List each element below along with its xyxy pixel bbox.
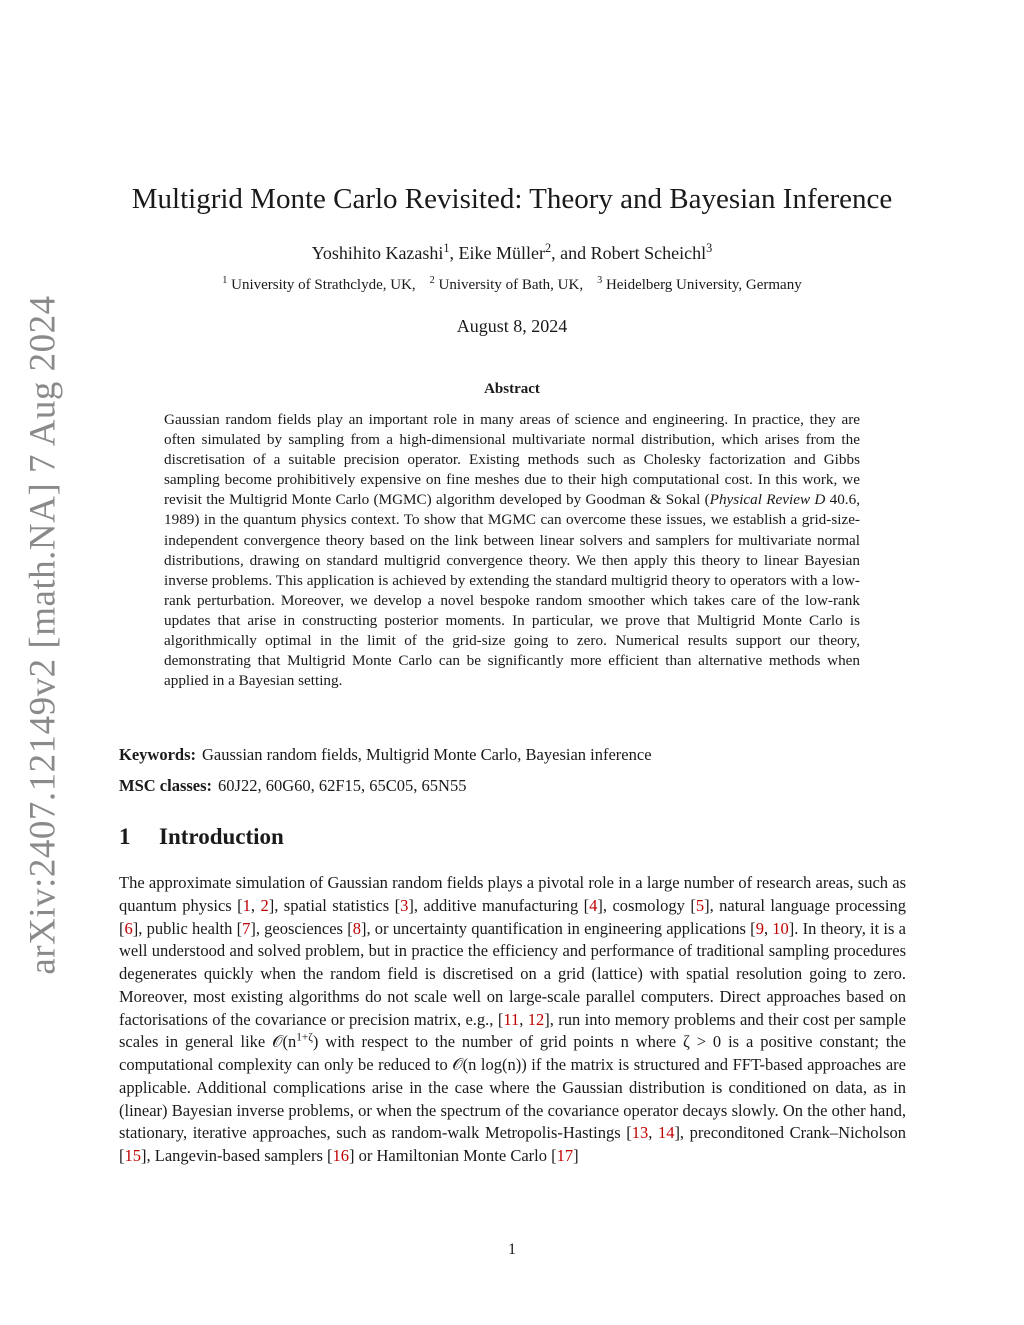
author-affiliation-mark: 3 [706,241,713,255]
intro-text-segment: ], additive manufacturing [ [408,895,590,915]
section-number: 1 [119,824,131,849]
intro-text-segment: , [519,1009,528,1029]
citation-link[interactable]: 5 [695,895,705,915]
affiliation-mark: 1 [222,275,228,286]
citation-link[interactable]: 9 [755,918,764,938]
page-number: 1 [508,1241,516,1258]
keywords-label: Keywords: [119,745,196,764]
intro-text-segment: ], preconditoned Crank–Nicholson [ [119,1123,907,1165]
citation-link[interactable]: 16 [332,1146,350,1165]
author-name: Eike Müller [458,243,546,263]
msc-value: 60J22, 60G60, 62F15, 65C05, 65N55 [218,776,467,795]
intro-text-segment: ] or Hamiltonian Monte Carlo [ [349,1146,557,1165]
author-name: Yoshihito Kazashi [311,243,444,263]
citation-link[interactable]: 4 [589,895,598,915]
intro-text-segment: ) with respect to the number of grid points n where ζ > 0 is a positive constant; the computational complexity can only be reduced to 𝒪(n log(n)) if the matrix is structured and FFT-based approaches are applicable. Additional complications arise in the case where the Gaussian distribution is conditioned on data, as in (linear) Bayesian inverse problems, or when the spectrum of the covariance operator decays slowly. On the other hand, stationary, iterative approaches, such as random-walk Metropolis-Hastings [ [119,1032,906,1143]
section-heading-introduction [119,824,284,850]
citation-link[interactable]: 10 [772,918,789,938]
citation-link[interactable]: 11 [503,1009,520,1029]
msc-label: MSC classes: [119,776,213,795]
paper-title: Multigrid Monte Carlo Revisited: Theory and Bayesian Inference [131,183,893,215]
section-title: Introduction [159,824,284,849]
citation-link[interactable]: 3 [400,895,409,915]
citation-link[interactable]: 15 [124,1146,141,1165]
affiliation-name: University of Strathclyde, UK, [231,277,416,293]
affiliation-mark: 3 [597,275,603,286]
intro-text-segment: , [763,918,773,938]
intro-text-segment: , [250,895,261,915]
msc-classes-line [119,776,909,796]
author-affiliation-mark: 1 [443,241,450,255]
citation-link[interactable]: 13 [631,1123,649,1143]
author-affiliation-mark: 2 [545,241,552,255]
intro-text-segment: , [648,1123,658,1143]
intro-text-segment: ] [573,1146,579,1165]
intro-text-segment: ], Langevin-based samplers [ [141,1146,333,1165]
citation-link[interactable]: 8 [352,918,361,938]
affiliation-list [0,277,1024,294]
citation-link[interactable]: 14 [657,1123,675,1143]
intro-text-segment: ]. In theory, it is a well understood and solved problem, but in practice the efficiency and performance of traditional sampling procedures degenerates quickly when the random field is discretised on a grid (lattice) with spatial resolution going to zero. Moreover, most existing algorithms do not scale well on large-scale parallel computers. Direct approaches based on factorisations of the covariance or precision matrix, e.g., [ [119,918,906,1029]
abstract-text-after: 40.6, 1989) in the quantum physics context. To show that MGMC can overcome these issues, we establish a grid-size-independent convergence theory based on the link between linear solvers and samplers for multivariate normal distributions, drawing on standard multigrid convergence theory. We then apply this theory to linear Bayesian inverse problems. This application is achieved by extending the standard multigrid theory to operators with a low-rank perturbation. Moreover, we develop a novel bespoke random smoother which takes care of the low-rank updates that arise in constructing posterior moments. In particular, we prove that Multigrid Monte Carlo is algorithmically optimal in the limit of the grid-size going to zero. Numerical results support our theory, demonstrating that Multigrid Monte Carlo can be significantly more efficient than alternative methods when applied in a Bayesian setting. [164,491,860,690]
intro-text-segment: ], cosmology [ [597,895,696,915]
author-name: Robert Scheichl [590,243,707,263]
abstract-text-before: Gaussian random fields play an important role in many areas of science and engineering. In practice, they are often simulated by sampling from a high-dimensional multivariate normal distribution, which arises from the discretisation of a suitable precision operator. Existing methods such as Cholesky factorization and Gibbs sampling become prohibitively expensive on fine meshes due to their high computational cost. In this work, we revisit the Multigrid Monte Carlo (MGMC) algorithm developed by Goodman & Sokal ( [164,411,860,509]
author-separator: , and [551,243,591,263]
citation-link[interactable]: 12 [527,1009,545,1029]
author-list [0,243,1024,264]
citation-link[interactable]: 17 [556,1146,574,1165]
paper-date: August 8, 2024 [456,316,568,336]
intro-text-segment: ], public health [ [132,918,243,938]
affiliation-name: Heidelberg University, Germany [605,277,802,293]
introduction-paragraph [119,872,906,1168]
keywords-line [119,745,909,765]
abstract-journal-name: Physical Review D [709,491,826,509]
arxiv-identifier-stamp: arXiv:2407.12149v2 [math.NA] 7 Aug 2024 [22,295,64,975]
intro-text-segment: ], natural language processing [ [119,895,906,938]
affiliation-name: University of Bath, UK, [438,277,584,293]
intro-text-segment: ], spatial statistics [ [268,895,401,915]
math-exponent: 1+ζ [296,1031,313,1044]
affiliation-mark: 2 [429,275,435,286]
citation-link[interactable]: 6 [124,918,133,938]
intro-text-segment: ], run into memory problems and their cost per sample scales in general like 𝒪(n [119,1009,906,1052]
citation-link[interactable]: 7 [242,918,251,938]
citation-link[interactable]: 2 [260,895,269,915]
abstract-text [164,410,860,691]
intro-text-segment: ], geosciences [ [250,918,353,938]
citation-link[interactable]: 1 [242,895,251,915]
keywords-value: Gaussian random fields, Multigrid Monte Carlo, Bayesian inference [202,745,652,764]
intro-text-segment: ], or uncertainty quantification in engineering applications [ [360,918,756,938]
intro-text-segment: The approximate simulation of Gaussian random fields plays a pivotal role in a large number of research areas, such as quantum physics [ [119,873,906,915]
abstract-heading: Abstract [484,381,540,397]
author-separator: , [449,243,459,263]
